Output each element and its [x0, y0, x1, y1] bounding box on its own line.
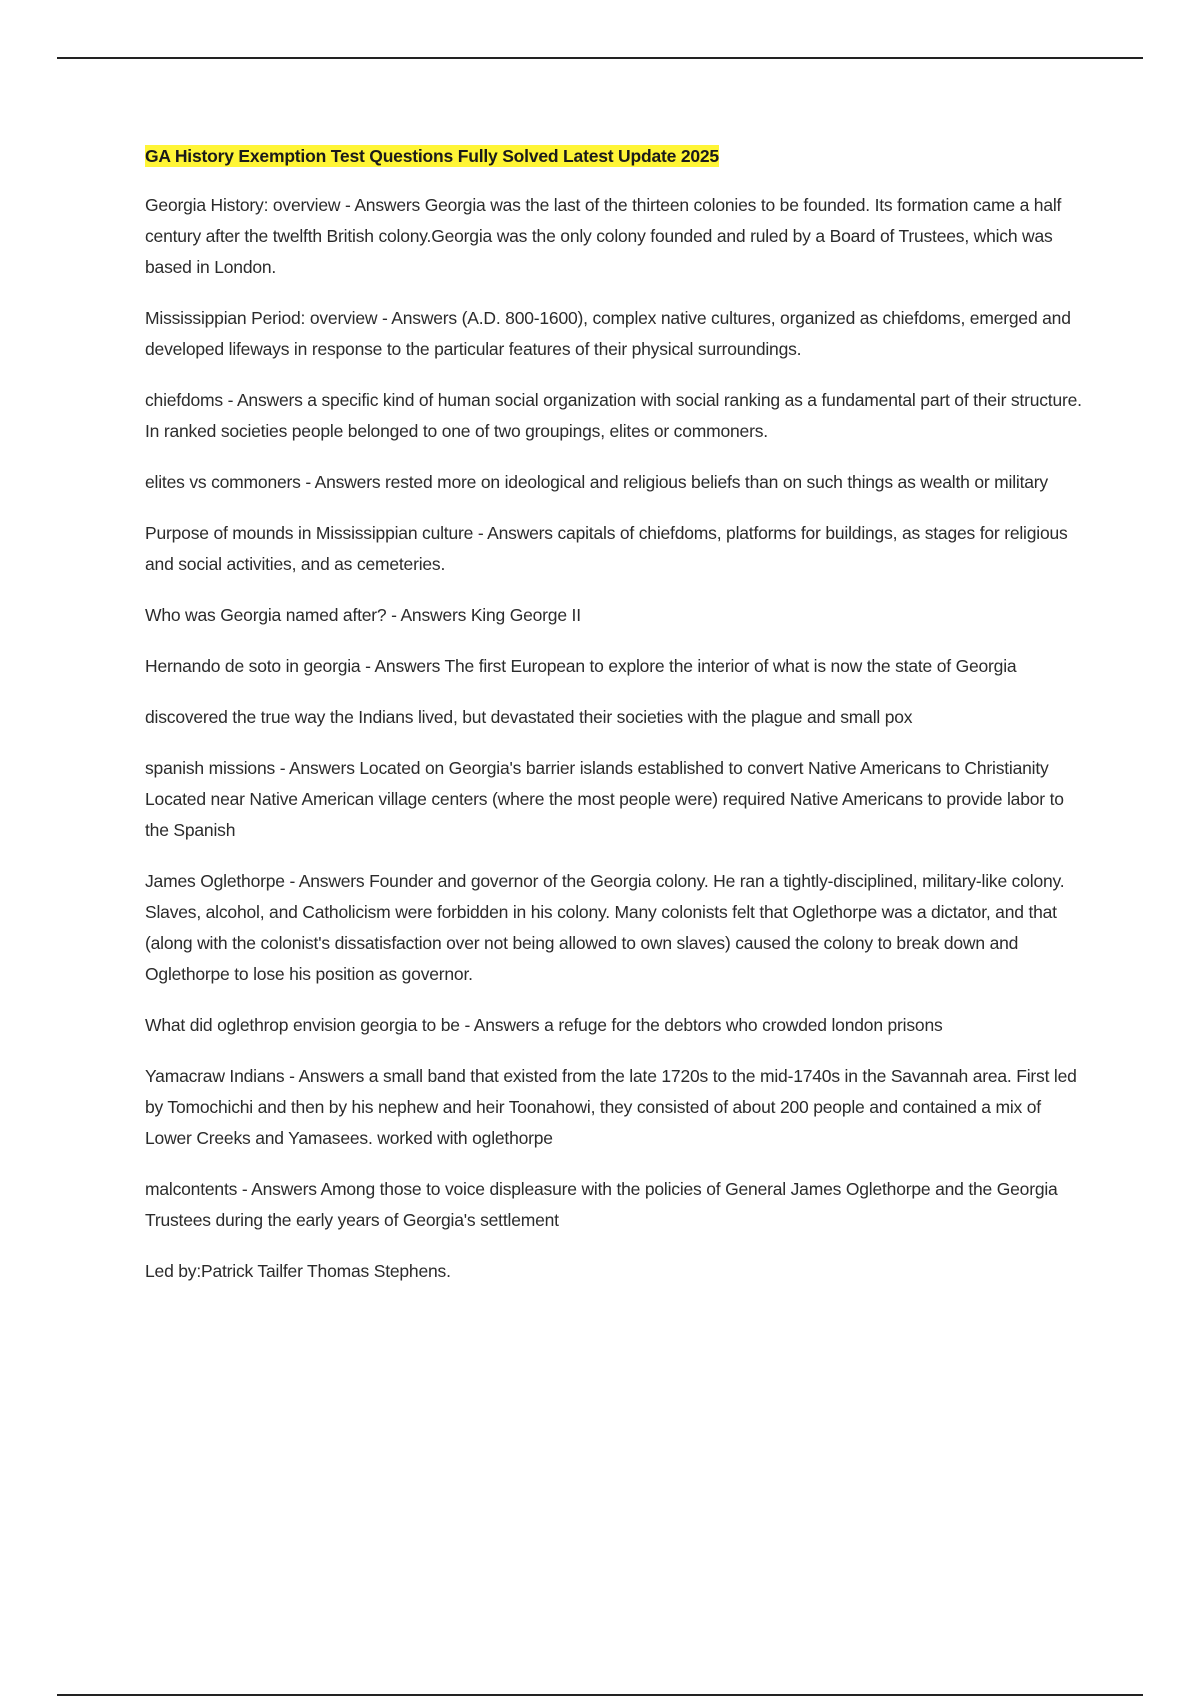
paragraph-purpose-of-mounds: Purpose of mounds in Mississippian culture - Answers capitals of chiefdoms, platforms for buildings, as stages for religious and social activities, and as cemeteries.: [145, 523, 1068, 574]
footer-rule: [57, 1694, 1143, 1696]
title-block: [145, 144, 1085, 170]
paragraph-de-soto-impact: discovered the true way the Indians lived, but devastated their societies with the plague and small pox: [145, 707, 913, 727]
paragraph-elites-vs-commoners: elites vs commoners - Answers rested more on ideological and religious beliefs than on such things as wealth or military: [145, 472, 1048, 492]
header-rule: [57, 57, 1143, 59]
paragraph-georgia-history-overview: Georgia History: overview - Answers Georgia was the last of the thirteen colonies to be founded. Its formation came a half century after the twelfth British colony.Georgia was the only colony founded and ruled by a Board of Trustees, which was based in London.: [145, 195, 1062, 277]
paragraph-james-oglethorpe: James Oglethorpe - Answers Founder and governor of the Georgia colony. He ran a tightly-disciplined, military-like colony. Slaves, alcohol, and Catholicism were forbidden in his colony. Many colonists felt that Oglethorpe was a dictator, and that (along with the colonist's dissatisfaction over not being allowed to own slaves) caused the colony to break down and Oglethorpe to lose his position as governor.: [145, 871, 1065, 984]
paragraph-georgia-named-after: Who was Georgia named after? - Answers King George II: [145, 605, 581, 625]
paragraph-chiefdoms: chiefdoms - Answers a specific kind of human social organization with social ranking as a fundamental part of their structure. In ranked societies people belonged to one of two groupings, elites or commoners.: [145, 390, 1082, 441]
paragraph-oglethorpe-vision: What did oglethrop envision georgia to be - Answers a refuge for the debtors who crowded london prisons: [145, 1015, 943, 1035]
document-body: [145, 144, 1085, 1307]
paragraph-malcontents: malcontents - Answers Among those to voice displeasure with the policies of General James Oglethorpe and the Georgia Trustees during the early years of Georgia's settlement: [145, 1179, 1058, 1230]
paragraph-led-by: Led by:Patrick Tailfer Thomas Stephens.: [145, 1261, 451, 1281]
paragraph-spanish-missions: spanish missions - Answers Located on Georgia's barrier islands established to convert Native Americans to Christianity Located near Native American village centers (where the most people were) required Native Americans to provide labor to the Spanish: [145, 758, 1064, 840]
document-title: GA History Exemption Test Questions Fully Solved Latest Update 2025: [145, 146, 719, 166]
paragraph-hernando-de-soto: Hernando de soto in georgia - Answers The first European to explore the interior of what is now the state of Georgia: [145, 656, 1017, 676]
paragraph-mississippian-period: Mississippian Period: overview - Answers (A.D. 800-1600), complex native cultures, organized as chiefdoms, emerged and developed lifeways in response to the particular features of their physical surroundings.: [145, 308, 1071, 359]
paragraph-yamacraw-indians: Yamacraw Indians - Answers a small band that existed from the late 1720s to the mid-1740s in the Savannah area. First led by Tomochichi and then by his nephew and heir Toonahowi, they consisted of about 200 people and contained a mix of Lower Creeks and Yamasees. worked with oglethorpe: [145, 1066, 1077, 1148]
